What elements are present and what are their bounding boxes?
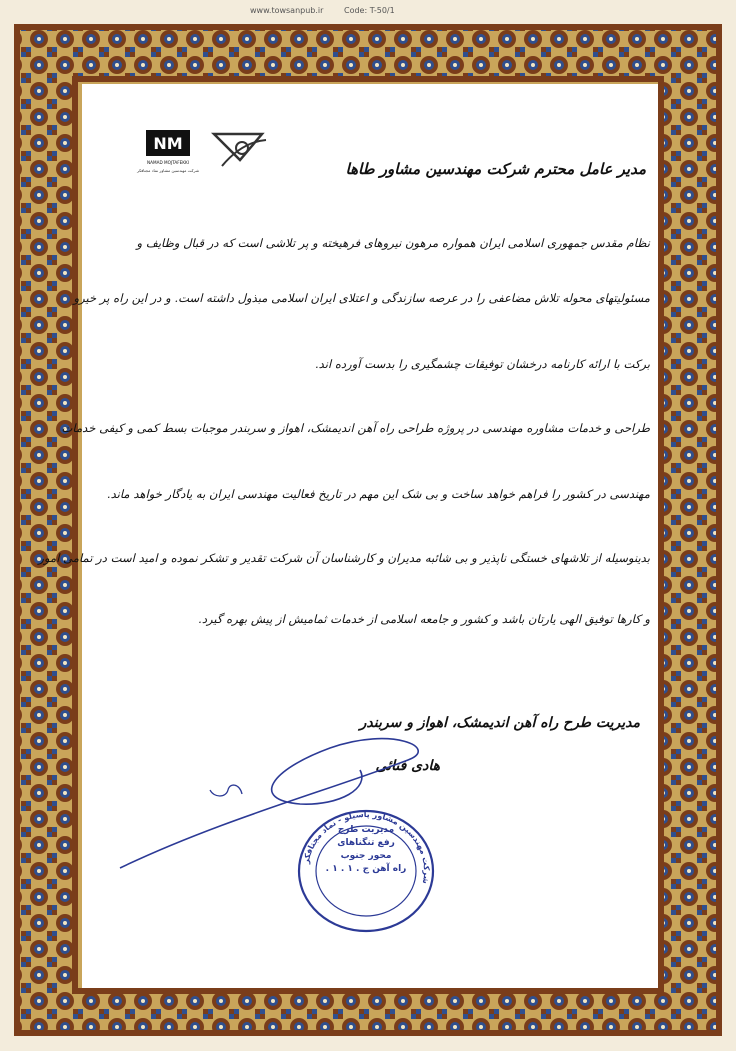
- letter-line-5: مهندسی در کشور را فراهم خواهد ساخت و بی شک این مهم در تاریخ فعالیت مهندسی ایران به یادگار خواهد ماند.: [106, 487, 650, 501]
- salutation: مدیر عامل محترم شرکت مهندسین مشاور طاها: [345, 160, 646, 178]
- logo-sub-text: شرکت مهندسین مشاور نماد مجتافکر: [136, 168, 200, 173]
- signature-name: هادی فنائی: [375, 758, 440, 774]
- stamp-line-1: مدیریت طرح: [337, 825, 395, 835]
- logo-brand-text: NAMAD MOJTAFEKKI: [146, 160, 190, 165]
- stamp-line-2: رفع تنگناهای: [337, 838, 395, 848]
- website-text: www.towsanpub.ir: [250, 6, 324, 15]
- stamp-ring-text: شرکت مهندسین مشاور پاسیلو - نماد مجتافکر: [301, 809, 432, 885]
- letter-line-4: طراحی و خدمات مشاوره مهندسی در پروژه طراحی راه آهن اندیمشک، اهواز و سربندر موجبات بسط کمی و کیفی خدمات: [61, 421, 650, 435]
- letter-line-6: بدینوسیله از تلاشهای خستگی ناپذیر و بی شائبه مدیران و کارشناسان آن شرکت تقدیر و تشکر نموده و امید است در تمامی امور: [38, 551, 650, 565]
- stamp-center: [318, 824, 414, 876]
- letter-line-7: و کارها توفیق الهی یارتان باشد و کشور و جامعه اسلامی از خدمات ثمامیش از پیش بهره گیرد.: [198, 612, 650, 626]
- stamp-line-4: راه آهن ج . ۱ . ۱ .: [325, 864, 407, 874]
- letter-line-3: برکت با ارائه کارنامه درخشان توفیقات چشمگیری را بدست آورده اند.: [314, 357, 650, 371]
- signature-title: مدیریت طرح راه آهن اندیمشک، اهواز و سربندر: [359, 715, 640, 731]
- svg-text:NM: NM: [153, 134, 183, 153]
- company-logo: [136, 126, 274, 176]
- letter-line-2: مسئولیتهای محوله تلاش مضاعفی را در عرصه سازندگی و اعتلای ایران اسلامی مبذول داشته است. و در این راه پر خیرو: [73, 291, 650, 305]
- stamp-line-3: محور جنوب: [340, 851, 392, 861]
- letter-line-1: نظام مقدس جمهوری اسلامی ایران همواره مرهون نیروهای فرهیخته و پر تلاشی است که در قبال وظایف و: [136, 236, 650, 250]
- code-text: Code: T-50/1: [343, 6, 395, 15]
- header-strip: [250, 6, 670, 20]
